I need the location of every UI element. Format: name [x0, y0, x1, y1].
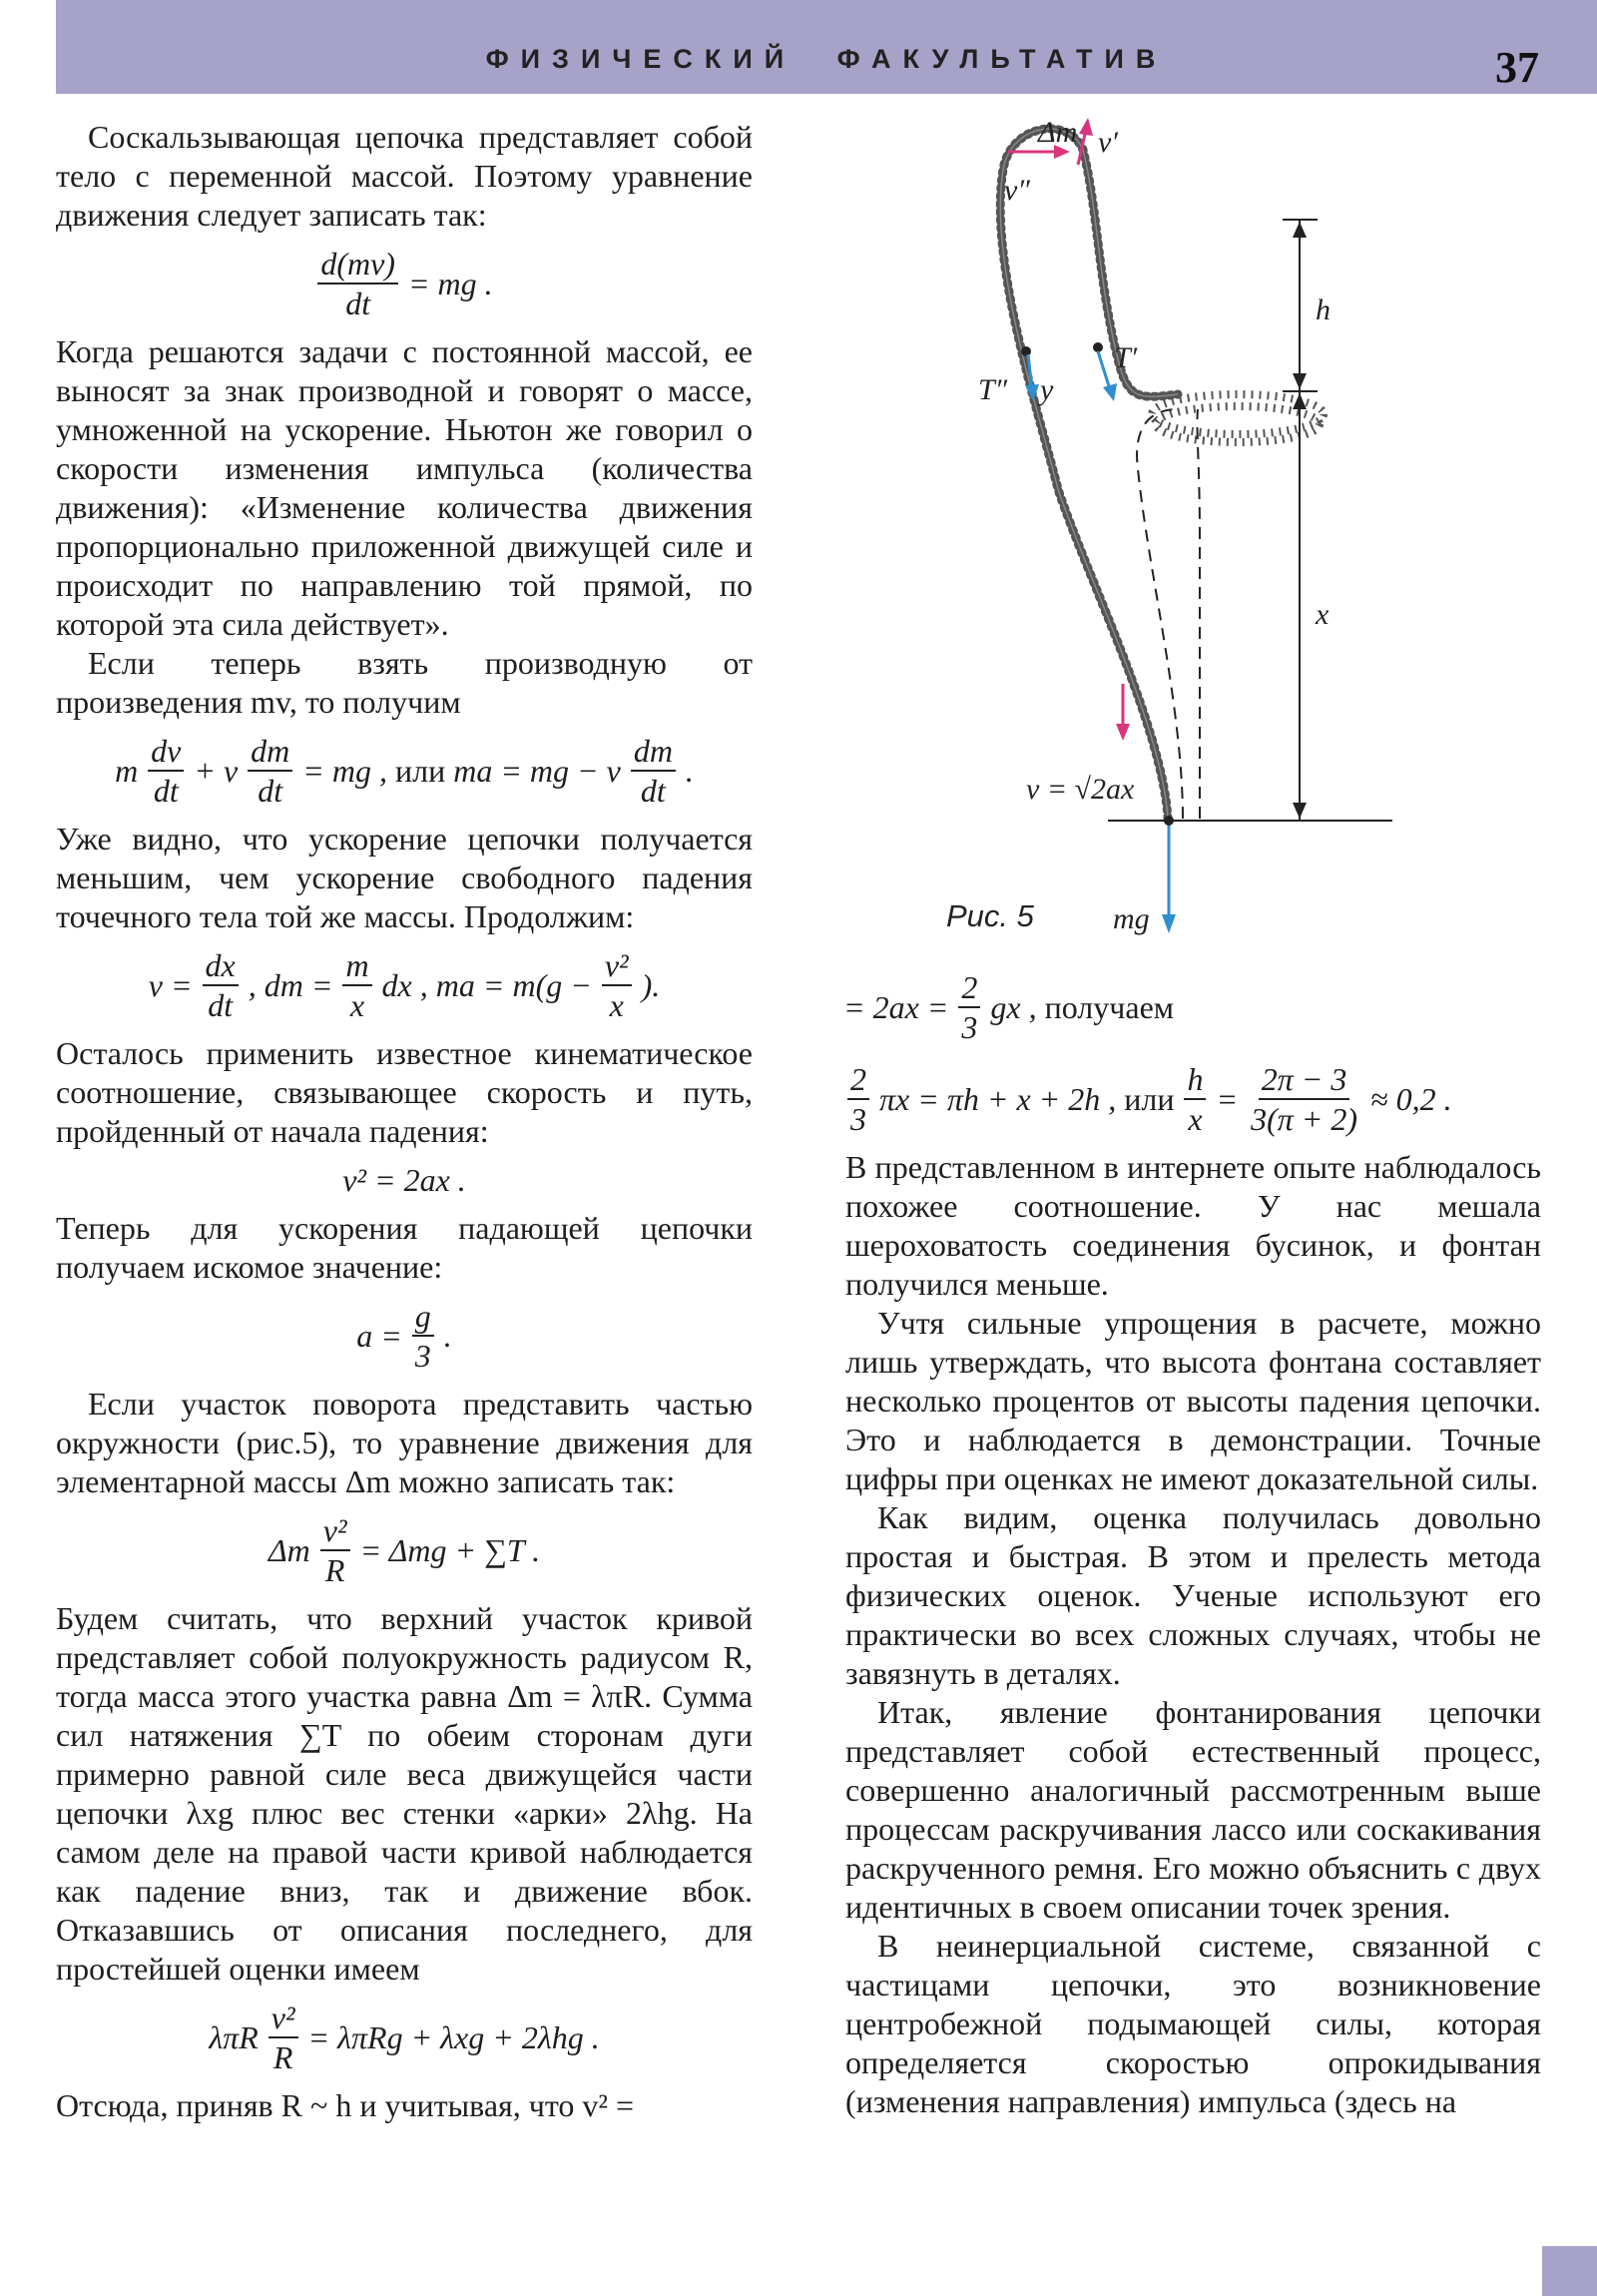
label-v-eq: v = √2ax: [1026, 773, 1135, 806]
paragraph: Итак, явление фонтанирования цепочки представляет собой естественный процесс, совершенно аналогичный рассмотренным выше процессам раскручивания лассо или соскакивания раскрученного ремня. Его можно объяснить с двух идентичных в своем описании точек зрения.: [845, 1694, 1541, 1925]
page-number: 37: [1495, 43, 1539, 92]
formula-momentum: $\frac{d(mv)}{dt}$ = mg .: [56, 245, 753, 322]
chain-fountain-figure: [938, 110, 1497, 948]
label-x: x: [1316, 598, 1330, 631]
paragraph: Если теперь взять производную от произведения mv, то получим: [56, 645, 753, 720]
chain-coil: [1156, 406, 1320, 442]
left-column: [56, 118, 753, 2125]
paragraph: Если участок поворота представить частью окружности (рис.5), то уравнение движения для элементарной массы Δm можно записать так:: [56, 1386, 753, 1499]
formula-estimate: λπR $\frac{\text{v²}}{R}$ = λπRg + λxg + 2λhg .: [209, 2000, 600, 2075]
paragraph: Теперь для ускорения падающей цепочки получаем искомое значение:: [56, 1210, 753, 1285]
paragraph: В неинерциальной системе, связанной с частицами цепочки, это возникновение центробежной подымающей силы, которая определяется скоростью опрокидывания (изменения направления) импульса (здесь на: [845, 1928, 1541, 2119]
page-corner-tab: [1542, 2246, 1597, 2296]
formula-product-derivative: m $\frac{dv}{dt}$ + v $\frac{dm}{dt}$ = mg , или ma = mg − v $\frac{dm}{dt}$ .: [115, 733, 694, 809]
paragraph: Осталось применить известное кинематическое соотношение, связывающее скорость и путь, пройденный от начала падения:: [56, 1035, 753, 1149]
chain-curve: [1000, 129, 1178, 819]
paragraph: Будем считать, что верхний участок кривой представляет собой полуокружность радиусом R, тогда масса этого участка равна Δm = λπR. Сумма сил натяжения ∑T по обеим сторонам дуги примерно равной силе веса движущейся части цепочки λxg плюс вес стенки «арки» 2λhg. На самом деле на правой части кривой наблюдается как падение вниз, так и движение вбок. Отказавшись от описания последнего, для простейшей оценки имеем: [56, 1600, 753, 1987]
paragraph: Учтя сильные упрощения в расчете, можно лишь утверждать, что высота фонтана составляет несколько процентов от высоты падения цепочки. Это и наблюдается в демонстрации. Точные цифры при оценках не имеют доказательной силы.: [845, 1305, 1541, 1496]
paragraph: Когда решаются задачи с постоянной массой, ее выносят за знак производной и говорят о массе, умноженной на ускорение. Ньютон же говорил о скорости изменения импульса (количества движения): «Изменение количества движения пропорционально приложенной движущей силе и происходит по направлению той прямой, по которой эта сила действует».: [56, 333, 753, 642]
formula-kinematic: v² = 2ax .: [342, 1162, 466, 1198]
formula-acceleration: a = $\frac{g}{3}$ .: [356, 1298, 452, 1374]
chain-curve-outline: [1000, 129, 1178, 819]
paragraph: В представленном в интернете опыте наблюдалось похожее соотношение. У нас мешала шероховатость соединения бусинок, и фонтан получился меньше.: [845, 1149, 1541, 1302]
label-dm: Δm: [1038, 116, 1078, 149]
paragraph: Соскальзывающая цепочка представляет собой тело с переменной массой. Поэтому уравнение движения следует записать так:: [56, 119, 753, 233]
formula-fountain-ratio: $\frac{2}{3}$ πx = πh + x + 2h , или $\frac{h}{x}$ = $\frac{2\pi - 3}{3(\pi + 2)}$ ≈ 0,2 .: [845, 1060, 1541, 1138]
formula-element-mass: Δm $\frac{\text{v²}}{R}$ = Δmg + ∑T .: [267, 1512, 541, 1588]
right-formulas: [845, 958, 1544, 1056]
formula-substitution: v = $\frac{dx}{dt}$ , dm = $\frac{m}{x}$ dx , ma = m(g − $\frac{\text{v²}}{x}$ ).: [148, 947, 661, 1023]
label-T-prime: T′: [1114, 341, 1138, 374]
formula-v-squared: = 2ax = $\frac{2}{3}$ gx , получаем: [843, 969, 1175, 1045]
label-y: y: [1040, 373, 1054, 406]
paragraph: Уже видно, что ускорение цепочки получается меньшим, чем ускорение свободного падения точечного тела той же массы. Продолжим:: [56, 821, 753, 934]
label-v-double-prime: v″: [1004, 174, 1030, 207]
header-bar: [56, 0, 1597, 94]
right-column: [845, 1060, 1541, 2121]
label-T-double-prime: T″: [978, 373, 1008, 406]
figure-caption: Рис. 5: [946, 898, 1034, 933]
arrow-T1: [1098, 351, 1110, 389]
paragraph: Отсюда, приняв R ~ h и учитывая, что v² =: [56, 2087, 635, 2123]
paragraph: Как видим, оценка получилась довольно простая и быстрая. В этом и прелесть метода физических оценок. Ученые используют его практически во всех сложных случаях, чтобы не завязнуть в деталях.: [845, 1499, 1541, 1691]
label-mg: mg: [1113, 902, 1150, 935]
label-h: h: [1316, 293, 1331, 326]
dashed-guide: [1197, 409, 1200, 819]
section-title: ФИЗИЧЕСКИЙ ФАКУЛЬТАТИВ: [485, 44, 1168, 74]
label-v-prime: v′: [1098, 126, 1118, 159]
